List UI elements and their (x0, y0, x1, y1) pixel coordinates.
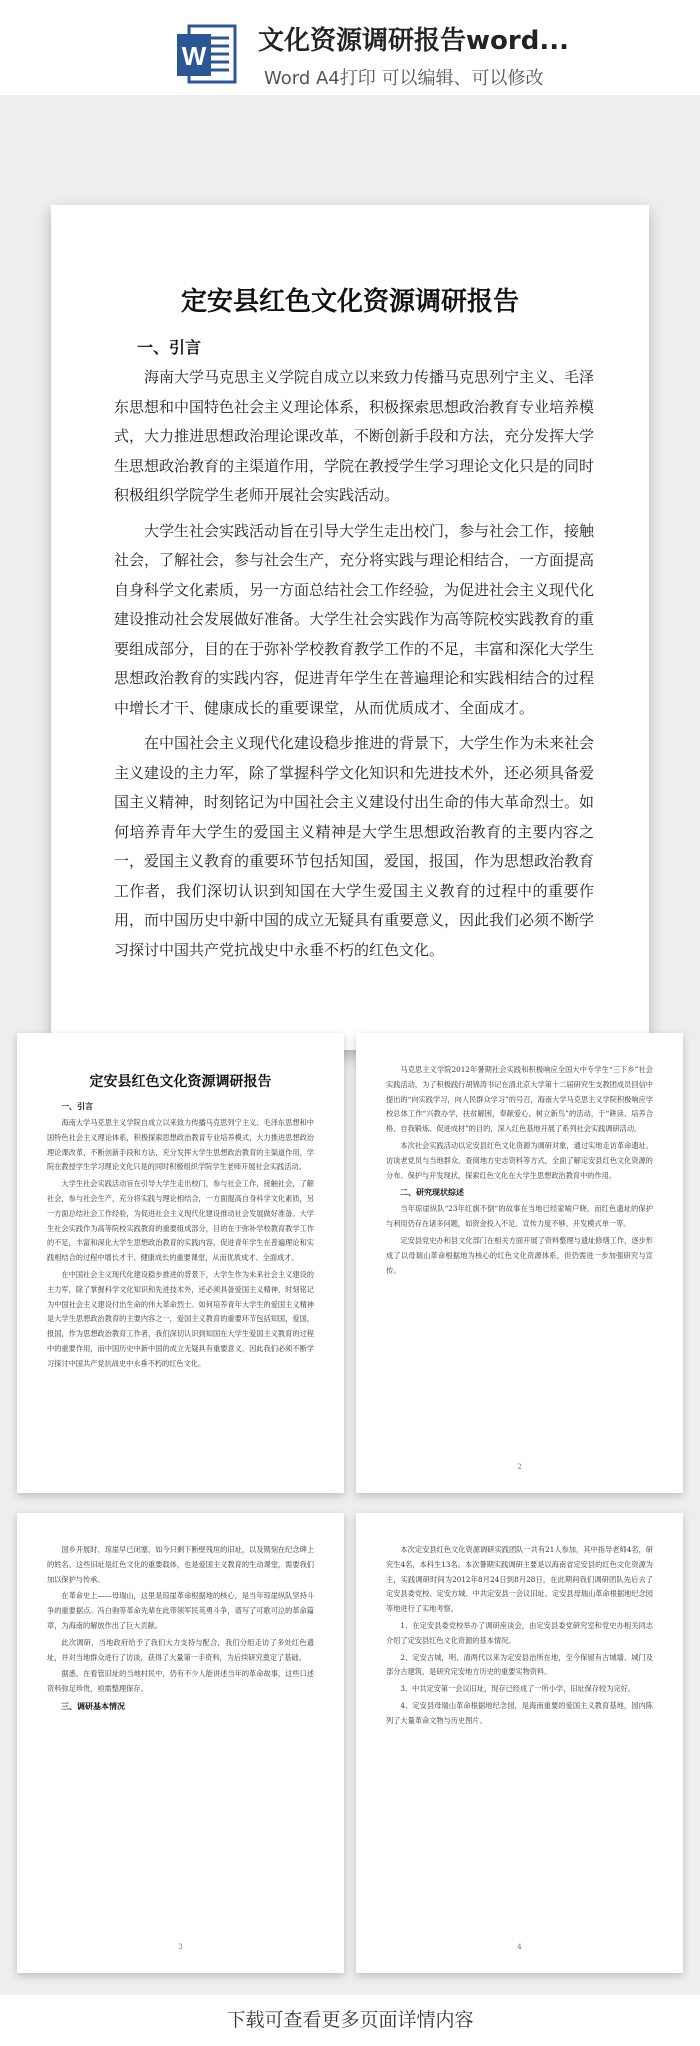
thumbnail-page-1[interactable] (17, 1033, 344, 1493)
paragraph: 4、定安县母瑞山革命根据地纪念园，是海南重要的爱国主义教育基地，园内陈列了大量革命文物与历史图片。 (386, 1700, 653, 1725)
report-title: 定安县红色文化资源调研报告 (180, 287, 519, 317)
word-doc-icon (175, 22, 239, 86)
paragraph: 在革命史上——母瑞山，这里是琼崖革命根据地的核心，是当年琼崖纵队坚持斗争的重要据点。冯白驹等革命先辈在此带领军民英勇斗争，谱写了可歌可泣的革命篇章，为海南的解放作出了巨大贡献。 (47, 1591, 314, 1630)
thumb-body (356, 1202, 683, 1278)
thumb-title: 定安县红色文化资源调研报告 (89, 1074, 272, 1090)
thumbnail-page-3[interactable] (17, 1513, 344, 1973)
paragraph: 本次社会实践活动以定安县红色文化资源为调研对象，通过实地走访革命遗址、访谈老党员与当地群众、查阅地方史志资料等方式，全面了解定安县红色文化资源的分布、保护与开发现状，探索红色文化在大学生思想政治教育中的作用。 (386, 1140, 653, 1180)
footer (0, 1995, 700, 2046)
paragraph: 据悉，在看管旧址的当地村民中，仍有不少人能讲述当年的革命故事，这些口述资料弥足珍贵，亟需整理保存。 (47, 1669, 314, 1694)
paragraph: 海南大学马克思主义学院自成立以来致力传播马克思列宁主义、毛泽东思想和中国特色社会主义理论体系，积极探索思想政治教育专业培养模式，大力推进思想政治理论课改革，不断创新手段和方法，充分发挥大学生思想政治教育的主渠道作用，学院在教授学生学习理论文化只是的同时积极组织学院学生老师开展社会实践活动。 (47, 1118, 314, 1172)
page-number: 2 (517, 1463, 522, 1471)
page-preview-1 (51, 205, 649, 1050)
page-number: 4 (517, 1943, 522, 1951)
paragraph: 此次调研，当地政府给予了我们大力支持与配合，我们分组走访了多处红色遗址，并对当地群众进行了访谈，获得了大量第一手资料，为后续研究奠定了基础。 (47, 1637, 314, 1662)
paragraph: 在中国社会主义现代化建设稳步推进的背景下，大学生作为未来社会主义建设的主力军，除了掌握科学文化知识和先进技术外，还必须具备爱国主义精神，时刻铭记为中国社会主义建设付出生命的伟大革命烈士。如何培养青年大学生的爱国主义精神是大学生思想政治教育的主要内容之一，爱国主义教育的重要环节包括知国，爱国，报国，作为思想政治教育工作者，我们深切认识到知国在大学生爱国主义教育的过程中的重要作用，而中国历史中新中国的成立无疑具有重要意义，因此我们必须不断学习探讨中国共产党抗战史中永垂不朽的红色文化。 (114, 734, 595, 959)
paragraph: 当年琼崖纵队“23年红旗不倒”的故事在当地已经家喻户晓，而红色遗址的保护与利用仍存在诸多问题，如资金投入不足、宣传力度不够、开发模式单一等。 (386, 1204, 653, 1229)
header (0, 0, 700, 95)
thumb-body (17, 1116, 344, 1372)
paragraph: 2、定安古城，明、清两代以来为定安县治所在地，至今保留有古城墙、城门及部分古建筑，是研究定安地方历史的重要实物资料。 (386, 1652, 653, 1677)
thumbnail-page-4[interactable] (356, 1513, 683, 1973)
paragraph: 大学生社会实践活动旨在引导大学生走出校门，参与社会工作，接触社会，了解社会，参与社会生产，充分将实践与理论相结合，一方面提高自身科学文化素质，另一方面总结社会工作经验，为促进社会主义现代化建设推动社会发展做好准备。大学生社会实践作为高等院校实践教育的重要组成部分，目的在于弥补学校教育教学工作的不足，丰富和深化大学生思想政治教育的实践内容，促进青年学生在普遍理论和实践相结合的过程中增长才干、健康成长的重要课堂，从而优质成才、全面成才。 (47, 1179, 314, 1263)
thumb-body (356, 1033, 683, 1183)
section-heading: 一、引言 (137, 338, 202, 357)
thumbnail-page-2[interactable] (356, 1033, 683, 1493)
svg-text:W: W (181, 41, 207, 71)
paragraph: 国乡开展时、琼崖早已闭塞，如今只剩下断壁残垣的旧址，以及镌刻在纪念碑上的姓名。这些旧址是红色文化的重要载体，也是爱国主义教育的生动课堂，需要我们加以保护与传承。 (47, 1545, 314, 1584)
download-more-link[interactable]: 下载可查看更多页面详情内容 (226, 2009, 474, 2031)
document-title: 文化资源调研报告word... (258, 26, 569, 56)
document-subtitle: Word A4打印 可以编辑、可以修改 (264, 68, 544, 89)
preview-area (0, 95, 700, 1995)
body-text (114, 363, 594, 971)
paragraph: 大学生社会实践活动旨在引导大学生走出校门，参与社会工作，接触社会，了解社会，参与社会生产，充分将实践与理论相结合，一方面提高自身科学文化素质，另一方面总结社会工作经验，为促进社会主义现代化建设推动社会发展做好准备。大学生社会实践作为高等院校实践教育的重要组成部分，目的在于弥补学校教育教学工作的不足，丰富和深化大学生思想政治教育的实践内容，促进青年学生在普遍理论和实践相结合的过程中增长才干、健康成长的重要课堂，从而优质成才、全面成才。 (114, 521, 595, 717)
paragraph: 3、中共定安第一会议旧址，现存已经成了一所小学，旧址保存较为完好。 (400, 1684, 635, 1694)
paragraph: 本次定安县红色文化资源调研实践团队一共有21人参加，其中指导老师4名，研究生4名，本科生13名。本次暑期实践调研主要是以海南省定安县的红色文化资源为主，实践调研时间为2012年8月24日到8月28日，在此期间我们调研团队先后去了定安县委党校、定安方城、中共定安县一会议旧址、定安县母瑞山革命根据地纪念园等地进行了实地考察。 (386, 1545, 653, 1614)
thumb-section: 一、引言 (61, 1101, 93, 1111)
thumb-section: 三、调研基本情况 (61, 1700, 125, 1711)
thumb-body (356, 1513, 683, 1729)
paragraph: 定安县党史办和县文化部门在相关方面开展了资料整理与遗址修缮工作，逐步形成了以母瑞山革命根据地为核心的红色文化资源体系，但仍需进一步加强研究与宣传。 (386, 1235, 653, 1275)
paragraph: 海南大学马克思主义学院自成立以来致力传播马克思列宁主义、毛泽东思想和中国特色社会主义理论体系，积极探索思想政治教育专业培养模式，大力推进思想政治理论课改革，不断创新手段和方法，充分发挥大学生思想政治教育的主渠道作用，学院在教授学生学习理论文化只是的同时积极组织学院学生老师开展社会实践活动。 (114, 368, 595, 504)
paragraph: 1、在定安县委党校举办了调研座谈会，由定安县委党研究室和党史办相关同志介绍了定安县红色文化资源的基本情况。 (386, 1620, 653, 1645)
page-number: 3 (178, 1943, 183, 1951)
thumb-body (17, 1513, 344, 1697)
paragraph: 在中国社会主义现代化建设稳步推进的背景下，大学生作为未来社会主义建设的主力军，除了掌握科学文化知识和先进技术外，还必须具备爱国主义精神，时刻铭记为中国社会主义建设付出生命的伟大革命烈士。如何培养青年大学生的爱国主义精神是大学生思想政治教育的主要内容之一，爱国主义教育的重要环节包括知国，爱国，报国，作为思想政治教育工作者，我们深切认识到知国在大学生爱国主义教育的过程中的重要作用，而中国历史中新中国的成立无疑具有重要意义，因此我们必须不断学习探讨中国共产党抗战史中永垂不朽的红色文化。 (47, 1269, 314, 1368)
thumb-section: 二、研究现状综述 (400, 1187, 464, 1198)
paragraph: 马克思主义学院2012年暑期社会实践和积极响应全国大中专学生“三下乡”社会实践活动，为了积极践行胡锦涛书记在清北京大学第十二届研究生支教团成员回信中提出的“向实践学习，向人民群众学习”的号召，海南大学马克思主义学院积极响应学校总体工作“兴教办学，扶贫解困，奉献爱心，树立新鸟”的活动，于“耕读、培养合格、自我锻炼、促进成材”的目的，深入红色基地开展了系列社会实践调研活动。 (386, 1065, 653, 1134)
